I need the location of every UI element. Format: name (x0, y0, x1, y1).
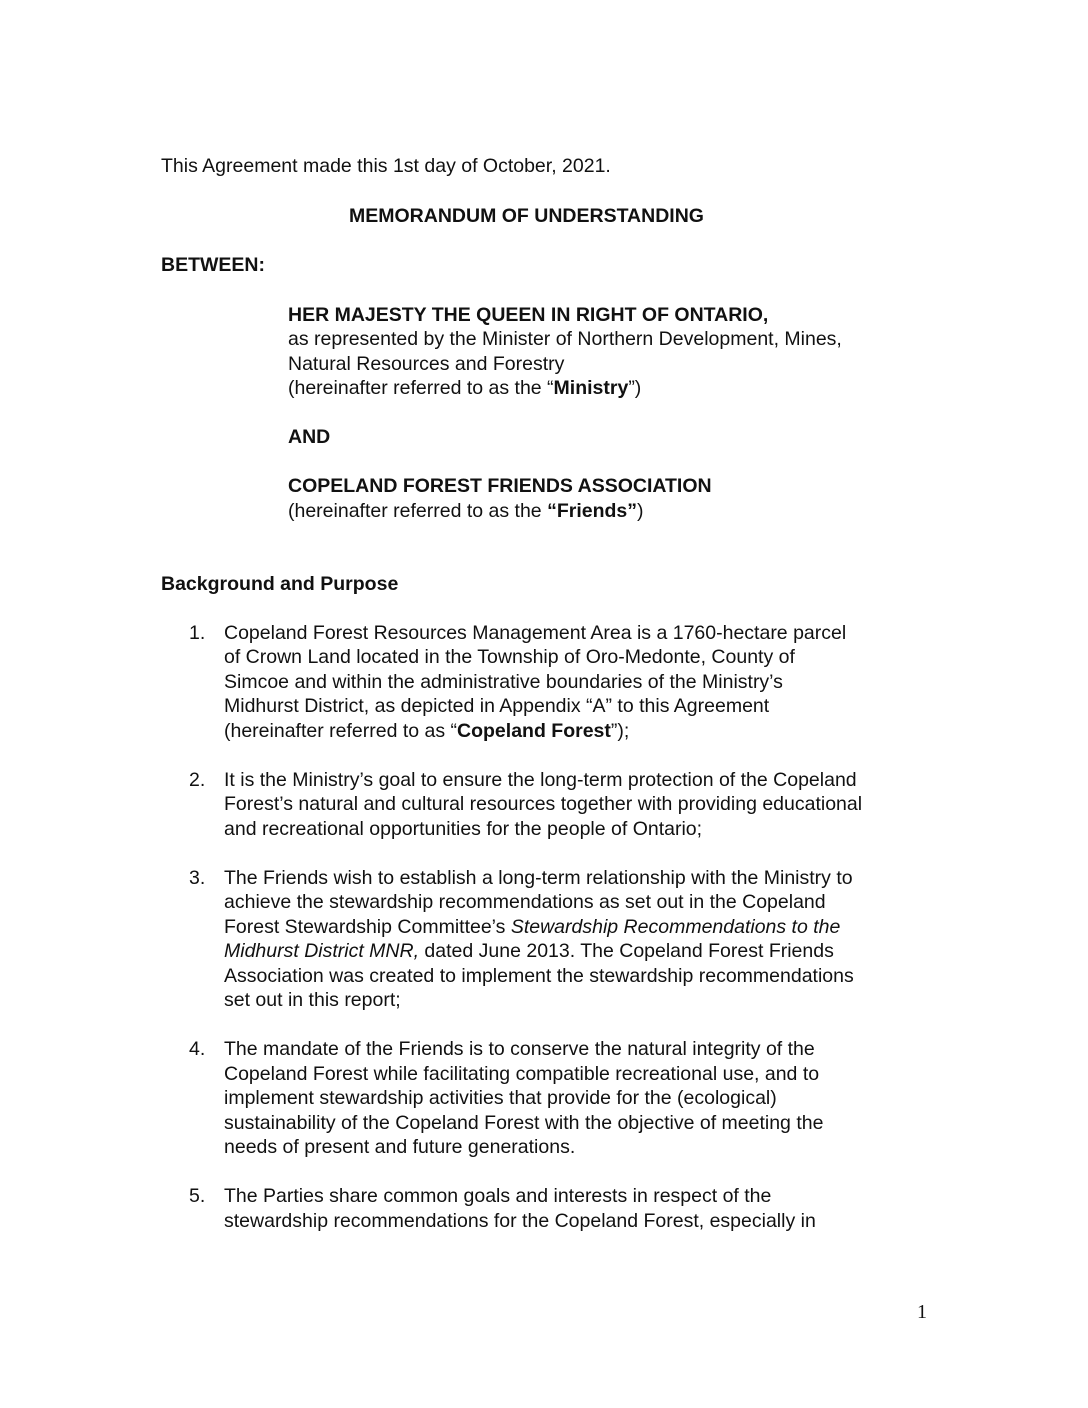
item-5-line: The Parties share common goals and interests in respect of the (224, 1185, 772, 1207)
item-4-line: Copeland Forest while facilitating compatible recreational use, and to (224, 1063, 820, 1085)
item-4-line: needs of present and future generations. (224, 1136, 576, 1158)
party1-ref-bold: Ministry (553, 377, 629, 399)
party1-name: HER MAJESTY THE QUEEN IN RIGHT OF ONTARIO, (288, 304, 769, 326)
item-number: 3. (189, 867, 206, 889)
party2-name: COPELAND FOREST FRIENDS ASSOCIATION (288, 475, 712, 497)
party2-ref-bold: “Friends” (547, 500, 637, 522)
party2-reference (288, 502, 644, 522)
item-3-line: Association was created to implement the stewardship recommendations (224, 965, 854, 987)
item-number: 5. (189, 1185, 206, 1207)
and-label: AND (288, 426, 331, 448)
item-3-line3-pre: Forest Stewardship Committee’s (224, 916, 511, 938)
item-1-last-pre: (hereinafter referred to as “ (224, 720, 458, 742)
item-5-line: stewardship recommendations for the Copeland Forest, especially in (224, 1210, 816, 1232)
between-label: BETWEEN: (161, 254, 265, 276)
item-number: 2. (189, 769, 206, 791)
item-1-line: of Crown Land located in the Township of Oro-Medonte, County of (224, 646, 795, 668)
document-title: MEMORANDUM OF UNDERSTANDING (349, 205, 704, 227)
item-4-line: implement stewardship activities that provide for the (ecological) (224, 1087, 777, 1109)
item-1-line: Simcoe and within the administrative boundaries of the Ministry’s (224, 671, 783, 693)
item-1-last-bold: Copeland Forest (457, 720, 611, 742)
item-1-line-last (224, 722, 629, 742)
item-3-line: set out in this report; (224, 989, 401, 1011)
party2-ref-post: ) (637, 500, 644, 522)
party1-reference (288, 379, 641, 399)
item-4-line: sustainability of the Copeland Forest with the objective of meeting the (224, 1112, 824, 1134)
item-1-last-post: ”); (610, 720, 630, 742)
item-3-line-3 (224, 918, 840, 938)
item-3-line-4 (224, 942, 834, 962)
item-3-line4-post: dated June 2013. The Copeland Forest Friends (419, 940, 834, 962)
item-number: 4. (189, 1038, 206, 1060)
item-3-report-title-part2: Midhurst District MNR, (224, 940, 420, 962)
party1-line1: as represented by the Minister of Northern Development, Mines, (288, 328, 842, 350)
item-4-line: The mandate of the Friends is to conserve the natural integrity of the (224, 1038, 815, 1060)
section-heading: Background and Purpose (161, 573, 399, 595)
item-3-line: The Friends wish to establish a long-term relationship with the Ministry to (224, 867, 853, 889)
page-number: 1 (917, 1301, 927, 1323)
agreement-date-line: This Agreement made this 1st day of October, 2021. (161, 155, 611, 177)
item-2-line: and recreational opportunities for the people of Ontario; (224, 818, 703, 840)
item-3-report-title-part1: Stewardship Recommendations to the (510, 916, 841, 938)
item-3-line: achieve the stewardship recommendations as set out in the Copeland (224, 891, 826, 913)
item-2-line: Forest’s natural and cultural resources together with providing educational (224, 793, 863, 815)
item-1-line: Midhurst District, as depicted in Appendix “A” to this Agreement (224, 695, 770, 717)
party1-line2: Natural Resources and Forestry (288, 353, 565, 375)
item-1-line: Copeland Forest Resources Management Area is a 1760-hectare parcel (224, 622, 847, 644)
item-2-line: It is the Ministry’s goal to ensure the long-term protection of the Copeland (224, 769, 857, 791)
party2-ref-pre: (hereinafter referred to as the (288, 500, 548, 522)
party1-ref-pre: (hereinafter referred to as the “ (288, 377, 554, 399)
party1-ref-post: ”) (628, 377, 642, 399)
item-number: 1. (189, 622, 206, 644)
